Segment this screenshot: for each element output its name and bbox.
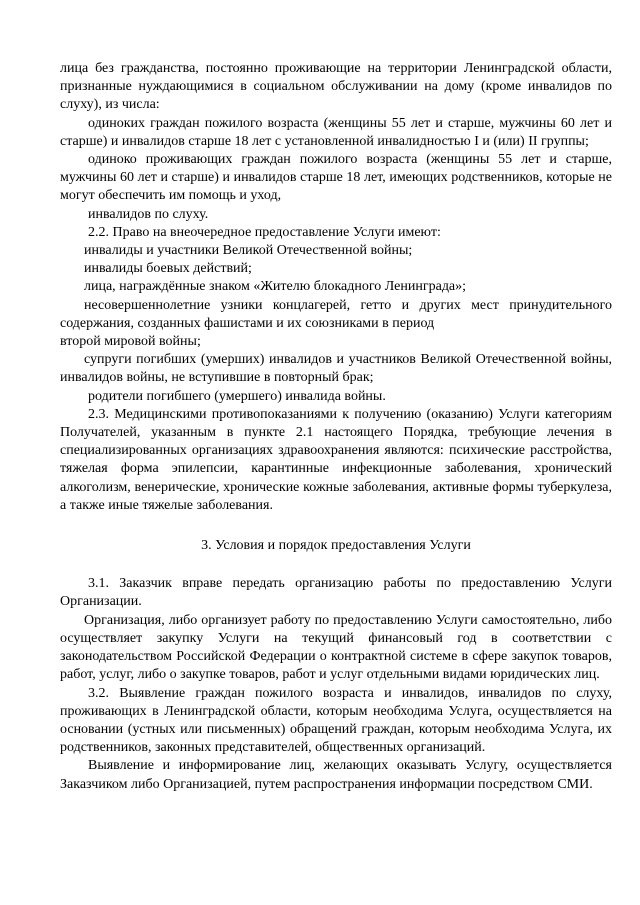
paragraph: 3.1. Заказчик вправе передать организацию работы по предоставлению Услуги Организации. [60, 576, 612, 610]
section-heading: 3. Условия и порядок предоставления Услуги [201, 538, 471, 554]
list-item: второй мировой войны; [60, 334, 201, 350]
paragraph: одиноко проживающих граждан пожилого возраста (женщины 55 лет и старше, мужчины 60 лет и старше) и инвалидов старше 18 лет, имеющих родственников, которые не могут обеспечить им помощь и уход, [60, 152, 612, 204]
paragraph: 2.2. Право на внеочередное предоставление Услуги имеют: [88, 224, 441, 240]
list-item: родители погибшего (умершего) инвалида войны. [88, 388, 386, 404]
paragraph: 2.3. Медицинскими противопоказаниями к получению (оказанию) Услуги категориям Получателей, указанным в пункте 2.1 настоящего Порядка, требующие лечения в специализированных организациях здравоохранения являются: психические расстройства, тяжелая форма эпилепсии, карантинные инфекционные заболевания, хронический алкоголизм, венерические, хронические кожные заболевания, активные формы туберкулеза, а также иные тяжелые заболевания. [60, 406, 612, 513]
paragraph: лица без гражданства, постоянно проживающие на территории Ленинградской области, признанные нуждающимися в социальном обслуживании на дому (кроме инвалидов по слуху), из числа: [60, 61, 612, 113]
list-item: инвалиды и участники Великой Отечественной войны; [84, 243, 413, 259]
list-item: несовершеннолетние узники концлагерей, гетто и других мест принудительного содержания, созданных фашистами и их союзниками в период [60, 297, 612, 331]
paragraph: инвалидов по слуху. [88, 206, 209, 222]
list-item: супруги погибших (умерших) инвалидов и участников Великой Отечественной войны, инвалидов войны, не вступившие в повторный брак; [60, 352, 612, 386]
list-item: лица, награждённые знаком «Жителю блокадного Ленинграда»; [84, 279, 467, 295]
paragraph: Выявление и информирование лиц, желающих оказывать Услугу, осуществляется Заказчиком либо Организацией, путем распространения информации посредством СМИ. [60, 758, 612, 792]
paragraph: 3.2. Выявление граждан пожилого возраста и инвалидов, инвалидов по слуху, проживающих в Ленинградской области, которым необходима Услуга, осуществляется на основании (устных или письменных) обращений граждан, которым необходима Услуга, их родственников, законных представителей, общественных организаций. [60, 685, 612, 756]
paragraph: одиноких граждан пожилого возраста (женщины 55 лет и старше, мужчины 60 лет и старше) и инвалидов старше 18 лет с установленной инвалидностью I и (или) II группы; [60, 115, 612, 149]
paragraph: Организация, либо организует работу по предоставлению Услуги самостоятельно, либо осуществляет закупку Услуги на текущий финансовый год в соответствии с законодательством Российской Федерации о контрактной системе в сфере закупок товаров, работ, услуг, либо о закупке товаров, работ и услуг отдельными видами юридических лиц. [60, 612, 612, 683]
list-item: инвалиды боевых действий; [84, 261, 252, 277]
